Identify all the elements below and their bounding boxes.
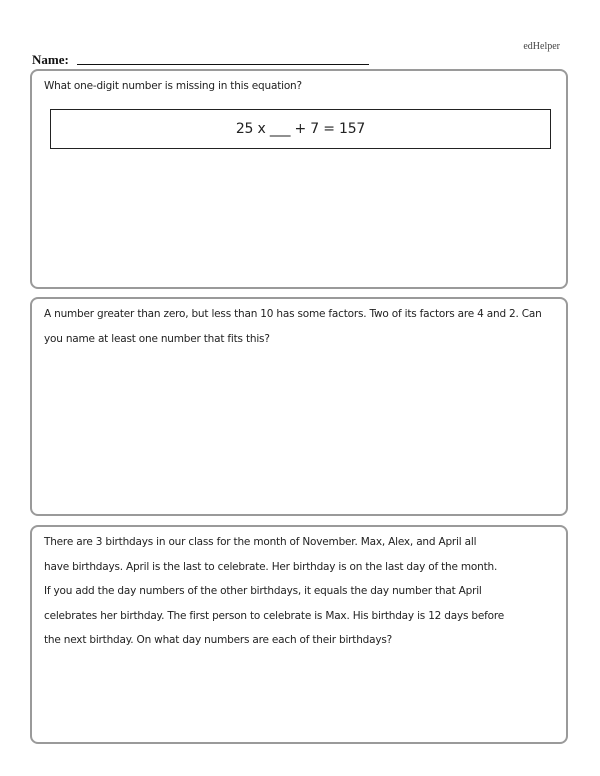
problem-3-line-3: If you add the day numbers of the other birthdays, it equals the day number that April (44, 585, 482, 597)
brand-label: edHelper (523, 41, 560, 52)
equation-text: 25 x ___ + 7 = 157 (235, 121, 366, 137)
problem-3-line-2: have birthdays. April is the last to celebrate. Her birthday is on the last day of the month. (44, 560, 498, 573)
problem-box-2 (30, 297, 568, 516)
name-label: Name: (32, 52, 69, 67)
problem-box-1 (30, 69, 568, 289)
problem-1-text: What one-digit number is missing in this equation? (44, 80, 302, 92)
name-line (77, 64, 369, 65)
problem-box-3 (30, 525, 568, 744)
problem-3-line-5: the next birthday. On what day numbers are each of their birthdays? (44, 634, 393, 646)
problem-3-text (44, 530, 554, 653)
equation-box (50, 109, 551, 149)
problem-3-line-1: There are 3 birthdays in our class for the month of November. Max, Alex, and April all (44, 536, 477, 548)
problem-2-text: A number greater than zero, but less than 10 has some factors. Two of its factors are 4 and 2. Can you name at least one number that fits this? (44, 308, 542, 345)
problem-3-line-4: celebrates her birthday. The first person to celebrate is Max. His birthday is 12 days before (44, 609, 505, 622)
